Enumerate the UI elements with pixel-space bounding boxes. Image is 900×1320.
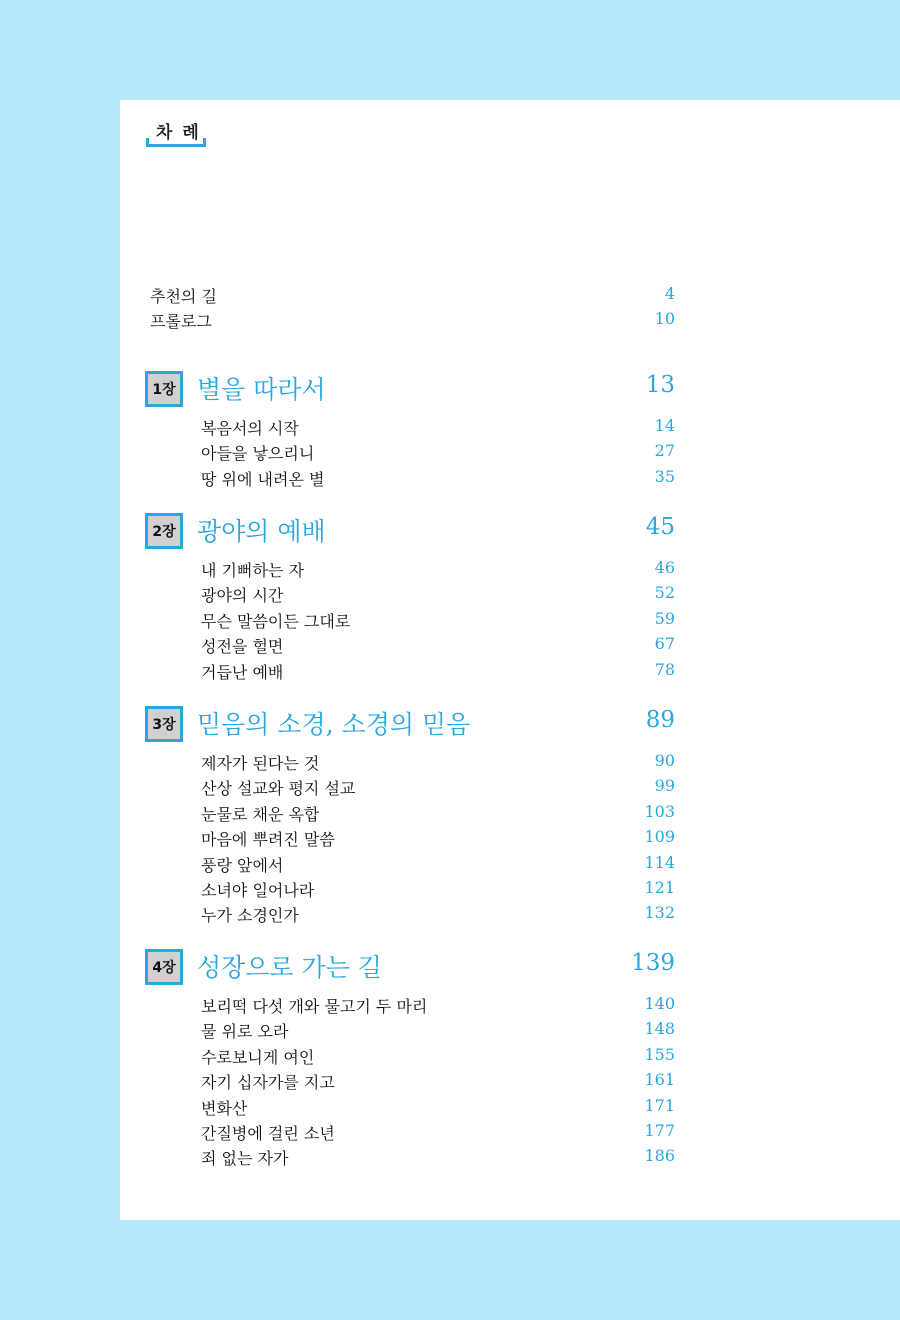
entry-page: 59 <box>654 608 675 628</box>
entry-page: 132 <box>644 903 675 923</box>
entry-title: 추천의 길 <box>150 287 217 306</box>
entry-title: 산상 설교와 평지 설교 <box>201 779 356 799</box>
toc-entry[interactable] <box>201 414 675 439</box>
chapter-badge: 2장 <box>145 513 183 549</box>
entry-title: 내 기뻐하는 자 <box>201 561 304 580</box>
toc-entry[interactable] <box>201 1119 675 1144</box>
entry-title: 무슨 말씀이든 그대로 <box>201 611 351 631</box>
toc-entry[interactable] <box>201 1017 675 1042</box>
entry-page: 67 <box>654 634 675 654</box>
entry-title: 제자가 된다는 것 <box>201 754 320 773</box>
entry-title: 복음서의 시작 <box>201 419 299 438</box>
entry-page: 155 <box>644 1044 675 1064</box>
chapter-page: 45 <box>645 514 675 540</box>
toc-entry[interactable] <box>201 439 675 464</box>
toc-heading <box>146 118 206 150</box>
entry-title: 땅 위에 내려온 별 <box>201 469 325 489</box>
chapter-badge: 3장 <box>145 706 183 742</box>
toc-entry[interactable] <box>201 876 675 901</box>
section-list <box>201 992 675 1170</box>
toc-entry[interactable] <box>201 1068 675 1093</box>
entry-title: 마음에 뿌려진 말씀 <box>201 830 335 850</box>
entry-page: 109 <box>644 827 675 847</box>
entry-title: 성전을 헐면 <box>201 637 284 657</box>
entry-page: 161 <box>644 1070 675 1090</box>
entry-page: 10 <box>654 309 675 329</box>
front-matter-list <box>150 282 675 333</box>
toc-entry[interactable] <box>201 851 675 876</box>
chapter-page: 139 <box>631 950 675 976</box>
entry-title: 눈물로 채운 옥합 <box>201 804 320 824</box>
toc-entry[interactable] <box>201 774 675 799</box>
entry-page: 4 <box>664 284 675 303</box>
toc-entry[interactable] <box>201 901 675 926</box>
entry-title: 프롤로그 <box>150 312 212 332</box>
entry-page: 103 <box>644 801 675 821</box>
toc-entry[interactable] <box>201 607 675 632</box>
entry-title: 간질병에 걸린 소년 <box>201 1123 335 1143</box>
chapter-badge: 1장 <box>145 371 183 407</box>
entry-page: 52 <box>654 583 675 603</box>
toc-entry[interactable] <box>201 658 675 683</box>
chapter-title: 성장으로 가는 길 <box>197 953 382 982</box>
chapter-page: 89 <box>645 707 675 733</box>
toc-entry[interactable] <box>201 992 675 1017</box>
toc-entry[interactable] <box>201 1144 675 1169</box>
section-list <box>201 414 675 490</box>
toc-entry[interactable] <box>150 282 675 307</box>
chapter-badge: 4장 <box>145 949 183 985</box>
entry-page: 46 <box>654 558 675 577</box>
entry-page: 186 <box>644 1146 675 1166</box>
section-list <box>201 749 675 927</box>
chapter-heading[interactable] <box>145 508 675 556</box>
chapter-heading[interactable] <box>145 701 675 749</box>
chapter-1 <box>145 366 675 490</box>
entry-title: 수로보니게 여인 <box>201 1047 315 1067</box>
toc-entry[interactable] <box>201 581 675 606</box>
toc-heading-underline <box>146 138 206 147</box>
toc-entry[interactable] <box>201 1094 675 1119</box>
entry-title: 소녀야 일어나라 <box>201 880 315 900</box>
chapter-heading[interactable] <box>145 366 675 414</box>
entry-title: 죄 없는 자가 <box>201 1149 289 1169</box>
chapter-title: 광야의 예배 <box>197 517 326 546</box>
entry-title: 거듭난 예배 <box>201 662 284 682</box>
entry-page: 14 <box>654 416 675 435</box>
chapter-heading[interactable] <box>145 944 675 992</box>
entry-page: 78 <box>654 659 675 679</box>
chapter-title: 믿음의 소경, 소경의 믿음 <box>197 710 471 739</box>
entry-page: 114 <box>644 852 675 872</box>
entry-title: 자기 십자가를 지고 <box>201 1073 335 1093</box>
entry-title: 변화산 <box>201 1098 248 1118</box>
chapter-page: 13 <box>645 372 675 398</box>
toc-entry[interactable] <box>201 825 675 850</box>
entry-page: 90 <box>654 751 675 770</box>
entry-title: 아들을 낳으리니 <box>201 444 315 464</box>
entry-title: 광야의 시간 <box>201 586 284 606</box>
entry-page: 140 <box>644 994 675 1013</box>
entry-title: 보리떡 다섯 개와 물고기 두 마리 <box>201 997 428 1016</box>
toc-entry[interactable] <box>201 800 675 825</box>
entry-page: 99 <box>654 776 675 796</box>
entry-title: 물 위로 오라 <box>201 1022 289 1042</box>
chapter-title: 별을 따라서 <box>197 375 326 404</box>
toc-entry[interactable] <box>150 307 675 332</box>
entry-page: 177 <box>644 1120 675 1140</box>
entry-title: 누가 소경인가 <box>201 906 299 926</box>
entry-title: 풍랑 앞에서 <box>201 855 284 875</box>
toc-heading-text: 차 례 <box>156 123 201 143</box>
entry-page: 121 <box>644 877 675 897</box>
toc-entry[interactable] <box>201 1043 675 1068</box>
entry-page: 35 <box>654 466 675 486</box>
entry-page: 148 <box>644 1019 675 1039</box>
toc-entry[interactable] <box>201 632 675 657</box>
toc-page <box>120 100 900 1220</box>
chapter-3 <box>145 701 675 927</box>
section-list <box>201 556 675 683</box>
toc-entry[interactable] <box>201 465 675 490</box>
chapter-4 <box>145 944 675 1170</box>
entry-page: 27 <box>654 441 675 461</box>
toc-entry[interactable] <box>201 749 675 774</box>
entry-page: 171 <box>644 1095 675 1115</box>
toc-entry[interactable] <box>201 556 675 581</box>
chapter-2 <box>145 508 675 683</box>
